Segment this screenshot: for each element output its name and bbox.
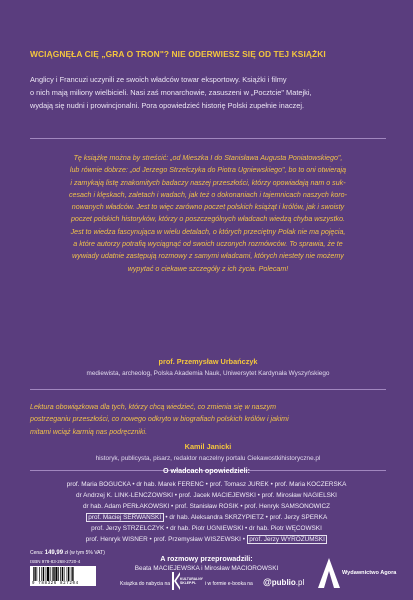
- rulers-line: [20, 512, 393, 523]
- interviewers-title: A rozmowy przeprowadzili:: [160, 554, 253, 563]
- rulers-segment: prof. Jerzy STRZELCZYK • dr hab. Piotr UGNIEWSKI • dr hab. Piotr WĘCOWSKI: [91, 525, 322, 532]
- rulers-title: O władcach opowiedzieli:: [162, 466, 251, 475]
- quote1-line: cesach i klęskach, zaletach i wadach, jak też o dokonaniach i tajemnicach naszych koro-: [69, 190, 347, 199]
- author-urbanczyk-name: prof. Przemysław Urbańczyk: [158, 357, 258, 366]
- highlighted-name: prof. Maciej SERWAŃSKI: [86, 513, 164, 522]
- barcode: [30, 566, 96, 586]
- quote1-line: Tę książkę można by streścić: „od Mieszka I do Stanisława Augusta Poniatowskiego",: [73, 154, 343, 162]
- publio-name: publio: [271, 578, 296, 587]
- quote2-line: postrzeganiu przeszłości, co nowego odkryto w biografiach polskich królów i jakimi: [30, 415, 289, 424]
- rulers-segment: prof. Maria BOGUCKA • dr hab. Marek FERENC • prof. Tomasz JUREK • prof. Maria KOCZERSKA: [66, 481, 347, 488]
- divider-middle: [30, 389, 386, 390]
- ebook-text: i w formie e-booka na: [205, 581, 253, 587]
- agora-logo-icon: [318, 558, 340, 588]
- rulers-line: [20, 490, 393, 501]
- rulers-segment: prof. Henryk WISNER • prof. Przemysław WISZEWSKI •: [85, 536, 247, 543]
- quote1-line: a które autorzy potrafią wyciągnąć od swoich uczonych rozmówców. To sprawia, że te: [73, 240, 343, 249]
- quote-urbanczyk: [30, 152, 386, 275]
- highlighted-name: prof. Jerzy WYROZUMSKI: [247, 535, 328, 544]
- kulturalny-sklep-logo-icon: [172, 572, 180, 590]
- quote1-line: nowanych władców. Jest to więc zarówno poczet polskich książąt i królów, jak i swoisty: [71, 203, 345, 212]
- quote1-line: poczet polskich historyków, którzy o poszczególnych władcach wiedzą chyba wszystko.: [70, 215, 346, 224]
- quote2-line: Lektura obowiązkowa dla tych, którzy chcą wiedzieć, co zmienia się w naszym: [30, 403, 277, 411]
- price-value: 149,99: [44, 550, 64, 556]
- intro-line: wydają się nudni i prowincjonalni. Pora opowiedzieć historię Polski zupełnie inaczej.: [30, 101, 305, 110]
- author-janicki-name: Kamil Janicki: [184, 442, 232, 451]
- publisher-name: Wydawnictwo Agora: [342, 570, 397, 576]
- author-urbanczyk-desc: mediewista, archeolog, Polska Akademia Nauk, Uniwersytet Kardynała Wyszyńskiego: [86, 370, 330, 377]
- quote1-line: lub równie dobrze: „od Jerzego Strzelczyka do Piotra Ugniewskiego", bo to oni otwierają: [69, 166, 347, 175]
- barcode-bars-icon: [33, 567, 93, 581]
- quote1-line: Jest to wiedza fascynująca w wielu detalach, o których przeciętny Polak nie ma pojęcia,: [70, 227, 346, 236]
- quote1-line: wypytać o ciekawe szczegóły z ich życia. Polecam!: [127, 264, 289, 273]
- barcode-digits: 9 788326 827204: [32, 582, 79, 586]
- intro-text: [30, 73, 386, 112]
- availability-text: Książka do nabycia na: [120, 581, 171, 587]
- footer-strip: [0, 550, 413, 600]
- price: [30, 550, 105, 556]
- headline: WCIĄGNĘŁA CIĘ „GRA O TRON"? NIE ODERWIESZ SIĘ OD TEJ KSIĄŻKI: [30, 49, 326, 59]
- publio-domain: .pl: [295, 578, 305, 587]
- rulers-segment: dr hab. Adam PERŁAKOWSKI • prof. Stanisław ROSIK • prof. Henryk SAMSONOWICZ: [82, 503, 331, 510]
- rulers-list: [20, 479, 393, 545]
- quote1-line: i zamykają listę znakomitych badaczy naszej przeszłości, którzy opowiadają nam o suk-: [70, 178, 346, 187]
- price-suffix: zł (w tym 5% VAT): [63, 550, 105, 556]
- quote2-line: mitami wciąż karmią nas podręczniki.: [30, 427, 148, 436]
- rulers-line: [20, 534, 393, 545]
- rulers-line: [20, 501, 393, 512]
- kulturalny-sklep-label: KULTURALNY SKLEP.PL: [180, 577, 203, 585]
- publio-at-icon: @: [263, 577, 272, 587]
- publio-logo: [263, 577, 304, 587]
- intro-line: Anglicy i Francuzi uczynili ze swoich władców towar eksportowy. Książki i filmy: [30, 75, 287, 84]
- author-janicki-desc: historyk, publicysta, pisarz, redaktor naczelny portalu Ciekawostkihistoryczne.pl: [95, 455, 321, 462]
- isbn: ISBN 978-83-268-2720-4: [30, 559, 81, 564]
- intro-line: o nich mają miliony wielbicieli. Nasi zaś monarchowie, zasuszeni w „Pocztcie" Matejki,: [30, 88, 312, 97]
- rulers-line: [20, 523, 393, 534]
- rulers-line: [20, 479, 393, 490]
- rulers-segment: • dr hab. Aleksandra SKRZYPIETZ • prof. Jerzy SPERKA: [163, 514, 328, 521]
- rulers-segment: dr Andrzej K. LINK-LENCZOWSKI • prof. Jacek MACIEJEWSKI • prof. Mirosław NAGIELSKI: [76, 492, 337, 499]
- divider-top: [30, 138, 386, 139]
- quote1-line: wywiady udatnie zastępują rozmowy z samymi władcami, których niestety nie możemy: [72, 252, 344, 261]
- price-label: Cena:: [30, 550, 45, 556]
- quote-janicki: [30, 401, 386, 438]
- interviewers-names: Beata MACIEJEWSKA i Mirosław MACIOROWSKI: [134, 565, 279, 572]
